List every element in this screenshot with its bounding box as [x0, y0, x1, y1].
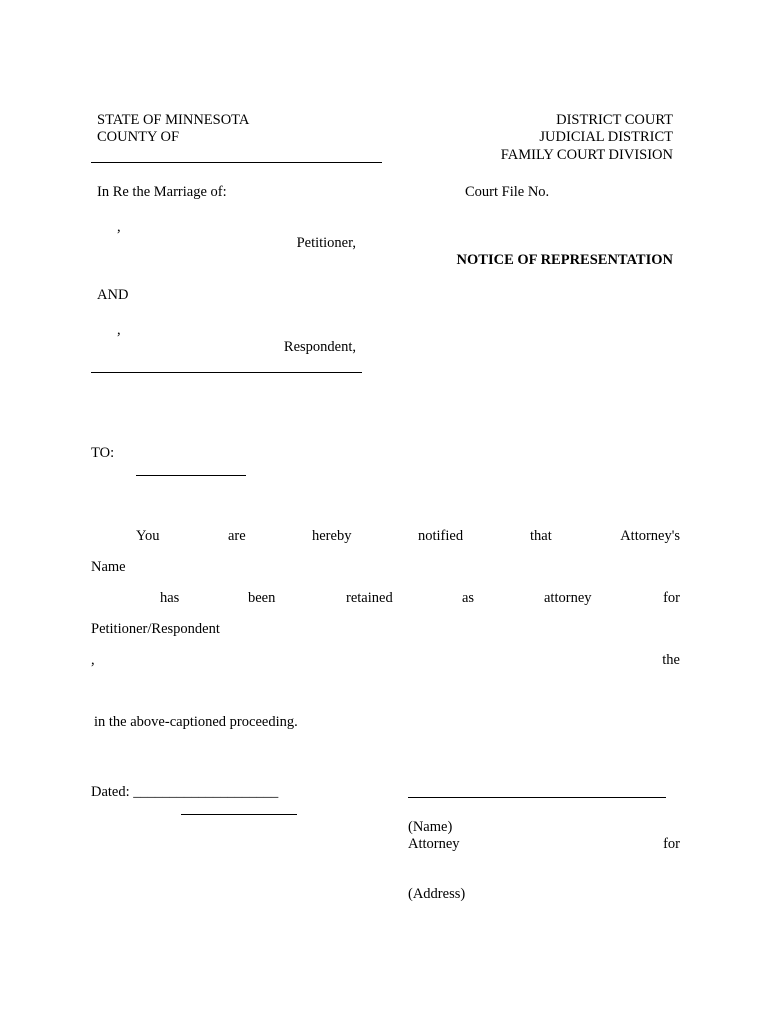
respondent-name-comma: , [117, 322, 121, 338]
word: attorney [544, 590, 592, 606]
county-label: COUNTY OF [97, 129, 180, 145]
caption-divider-top [91, 162, 382, 163]
date-sub-line [181, 814, 297, 815]
dated-field: Dated: ____________________ [91, 784, 279, 800]
word: as [462, 590, 475, 606]
word: that [530, 528, 552, 544]
signer-name-label: (Name) [408, 819, 453, 835]
address-label: (Address) [408, 886, 466, 902]
word: notified [418, 528, 464, 544]
division-label: FAMILY COURT DIVISION [500, 147, 673, 163]
respondent-label: Respondent, [283, 339, 356, 355]
attorney-label: Attorney [408, 836, 460, 852]
for-label: for [663, 836, 680, 852]
party-name-comma: , [91, 652, 95, 668]
word: hereby [312, 528, 352, 544]
and-label: AND [97, 287, 129, 303]
word: Attorney's [620, 528, 680, 544]
word: the [662, 652, 680, 668]
notice-title: NOTICE OF REPRESENTATION [456, 252, 673, 268]
attorney-name-field: Name [91, 559, 126, 575]
word: retained [346, 590, 393, 606]
district-label: JUDICIAL DISTRICT [539, 129, 673, 145]
to-blank-line [136, 475, 246, 476]
court-label: DISTRICT COURT [556, 112, 673, 128]
petitioner-name-comma: , [117, 219, 121, 235]
to-label: TO: [91, 445, 115, 461]
signature-line [408, 797, 666, 798]
closing-text: in the above-captioned proceeding. [94, 714, 298, 730]
word: You [136, 528, 160, 544]
caption-divider-bottom [91, 372, 362, 373]
word: been [248, 590, 276, 606]
word: has [160, 590, 180, 606]
party-field: Petitioner/Respondent [91, 621, 220, 637]
state-label: STATE OF MINNESOTA [97, 112, 250, 128]
word: are [228, 528, 246, 544]
petitioner-label: Petitioner, [296, 235, 356, 251]
word: for [663, 590, 680, 606]
court-file-label: Court File No. [465, 184, 550, 200]
in-re-label: In Re the Marriage of: [97, 184, 227, 200]
